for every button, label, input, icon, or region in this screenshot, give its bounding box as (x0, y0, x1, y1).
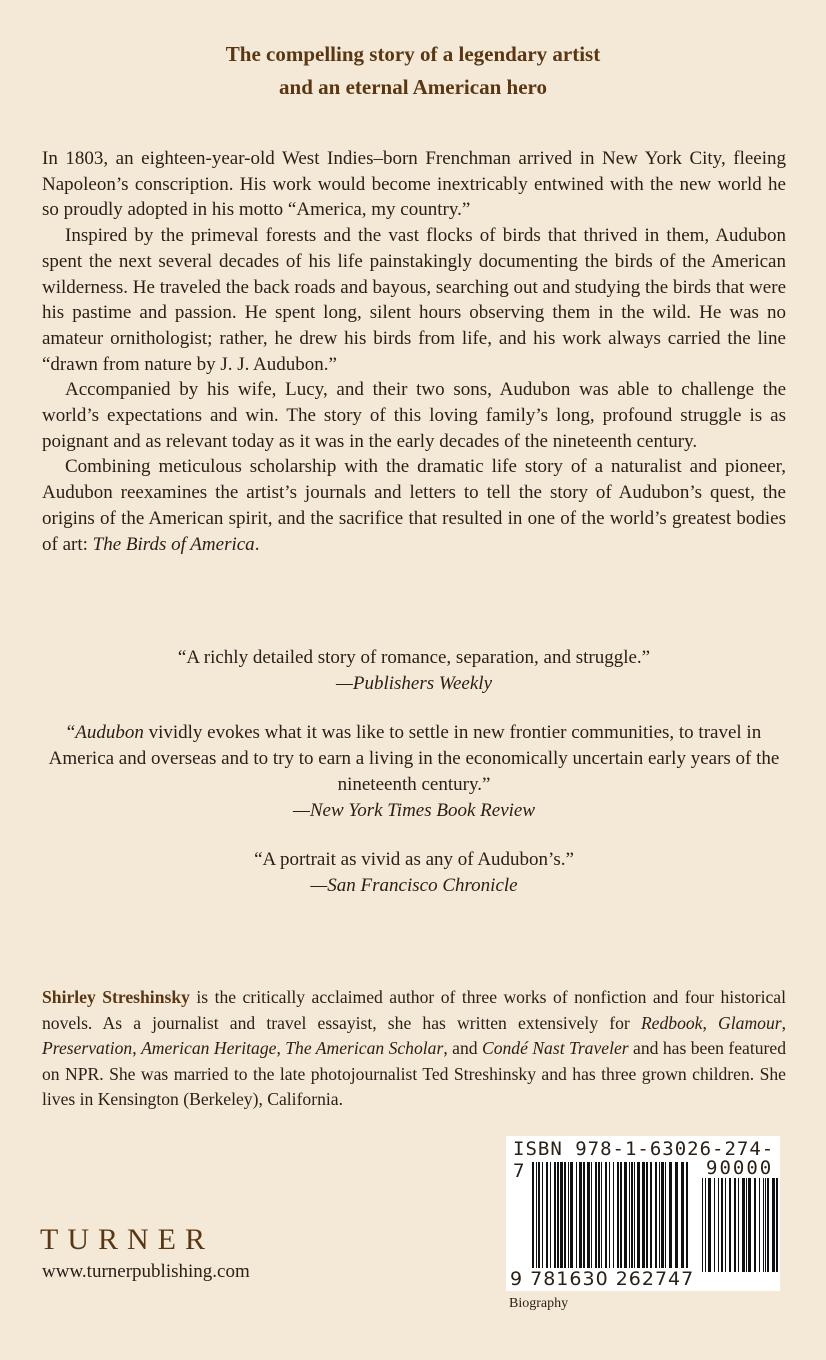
text-segment: The American Scholar (285, 1038, 444, 1058)
headline (0, 38, 826, 104)
quote-source: —San Francisco Chronicle (310, 874, 518, 896)
barcode-bar (742, 1178, 745, 1272)
quote-text (42, 720, 786, 797)
quote-text (42, 847, 786, 873)
barcode-bar (714, 1178, 715, 1272)
paragraph (42, 377, 786, 454)
text-segment: , and (443, 1038, 482, 1058)
barcode-bar (746, 1178, 747, 1272)
text-segment: Preservation (42, 1038, 133, 1058)
text-segment: and has been featured on NPR. She was married to the late photojournalist Ted Streshinsky and has three grown children. She lives in Kensington (Berkeley), California. (42, 1038, 787, 1109)
review-quote (42, 645, 786, 696)
barcode-bar (754, 1178, 756, 1272)
paragraph (42, 146, 786, 223)
barcode-bar (767, 1178, 769, 1272)
publisher-url: www.turnerpublishing.com (42, 1261, 250, 1282)
barcode-bar (759, 1178, 760, 1272)
barcode-bar (718, 1178, 719, 1272)
text-segment: Shirley Streshinsky (42, 987, 190, 1007)
barcode-bar (765, 1178, 766, 1272)
review-quote (42, 847, 786, 898)
text-segment: Combining meticulous scholarship with the dramatic life story of a naturalist and pioneer, Audubon reexamines the artist’s journals and letters to tell the story of Audubon’s quest, the origins of the American spirit, and the sacrifice that resulted in one of the world’s greatest bodies of art: (42, 456, 786, 555)
barcode-bar (772, 1178, 775, 1272)
barcode-bar (721, 1178, 723, 1272)
text-segment: is the critically acclaimed author of three works of nonfiction and four historical novels. As a journalist and travel essayist, she has written extensively for (42, 987, 786, 1033)
text-segment: , (781, 1012, 786, 1033)
text-segment: , (702, 1012, 719, 1033)
barcode-bar (734, 1178, 736, 1272)
barcode-bar (705, 1178, 706, 1272)
text-segment: , (276, 1038, 286, 1058)
quote-text (42, 645, 786, 671)
category-label: Biography (509, 1296, 569, 1311)
review-quotes (42, 645, 786, 923)
barcode-bar (729, 1178, 731, 1272)
quote-source: —New York Times Book Review (292, 799, 536, 821)
text-segment: “ (66, 722, 76, 744)
barcode-bar (763, 1178, 764, 1272)
publisher-logo: TURNER (40, 1223, 214, 1256)
quote-source: —Publishers Weekly (335, 672, 493, 694)
text-segment: Audubon (75, 722, 144, 744)
barcode-bar (708, 1178, 711, 1272)
text-segment: Inspired by the primeval forests and the vast flocks of birds that thrived in them, Audubon spent the next several decades of his life painstakingly documenting the birds of the American wilderness. He traveled the back roads and bayous, searching out and studying the birds that were his pastime and passion. He spent long, silent hours observing them in the wild. He was no amateur ornithologist; rather, he drew his birds from life, and his work always carried the line “drawn from nature by J. J. Audubon.” (42, 225, 786, 375)
paragraph (42, 454, 786, 557)
author-bio (42, 985, 786, 1113)
text-segment: Redbook (640, 1012, 703, 1033)
barcode-bar (738, 1178, 739, 1272)
barcode-bar (748, 1178, 751, 1272)
isbn-barcode (506, 1136, 780, 1291)
text-segment: , (132, 1038, 142, 1058)
barcode-bar (725, 1178, 726, 1272)
ean-number: 9 781630 262747 (510, 1268, 695, 1290)
headline-line-1: The compelling story of a legendary artist (225, 42, 601, 66)
text-segment: . (254, 533, 260, 555)
review-quote (42, 720, 786, 823)
isbn-label: ISBN 978-1-63026-274-7 (513, 1138, 775, 1182)
text-segment: Accompanied by his wife, Lucy, and their two sons, Audubon was able to challenge the world’s expectations and win. The story of this loving family’s long, profound struggle is as poignant and as relevant today as it was in the early decades of the nineteenth century. (42, 379, 786, 452)
text-segment: In 1803, an eighteen-year-old West Indies–born Frenchman arrived in New York City, fleeing Napoleon’s conscription. His work would become inextricably entwined with the new world he so proudly adopted in his motto “America, my country.” (42, 148, 786, 221)
paragraph (42, 223, 786, 377)
text-segment: The Birds of America (92, 533, 255, 555)
text-segment: Condé Nast Traveler (481, 1038, 629, 1058)
headline-line-2: and an eternal American hero (279, 75, 547, 99)
text-segment: “A portrait as vivid as any of Audubon’s.” (254, 849, 574, 871)
price-code: 90000 (706, 1157, 774, 1179)
description (42, 146, 786, 557)
text-segment: Glamour (718, 1012, 782, 1033)
text-segment: American Heritage (141, 1038, 277, 1058)
barcode-bar (702, 1178, 703, 1272)
text-segment: vividly evokes what it was like to settle in new frontier communities, to travel in America and overseas and to try to earn a living in the economically uncertain early years of the nineteenth century.” (48, 722, 780, 795)
barcode-bar (776, 1178, 778, 1272)
text-segment: “A richly detailed story of romance, separation, and struggle.” (177, 647, 651, 668)
